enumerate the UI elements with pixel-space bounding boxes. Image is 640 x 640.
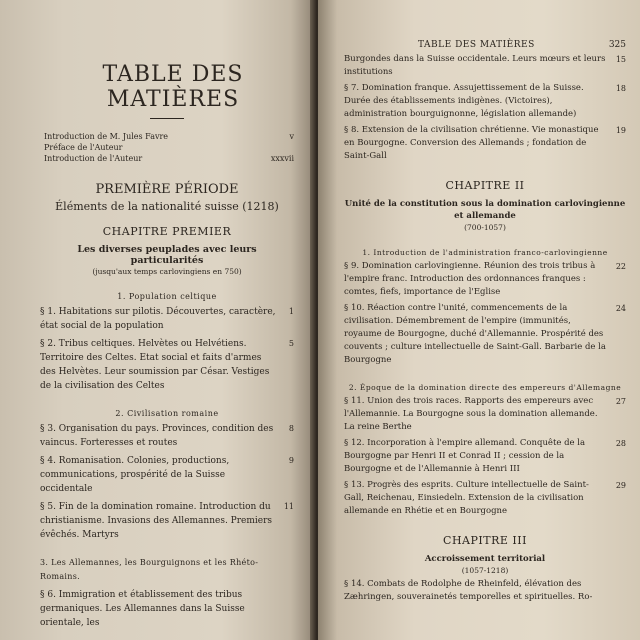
toc-entry-page: 29 <box>615 481 626 490</box>
toc-entry-text: § 10. Réaction contre l'unité, commencements de la civilisation. Démembrement de l'empire (immunités, royaume de Bourgogne, duché d'Allemannie. Prospérité des couvents ; culture intellectuelle de Saint-Gall. Barbarie de la Bourgogne <box>344 303 606 365</box>
toc-entry-text: § 9. Domination carlovingienne. Réunion des trois tribus à l'empire franc. Introduction des ordonnances franques : comtes, fiefs, importance de l'Eglise <box>344 261 596 297</box>
period-subtitle: Éléments de la nationalité suisse (1218) <box>55 200 279 213</box>
toc-entry-page: 11 <box>283 502 294 511</box>
section-heading: 2. Civilisation romaine <box>115 409 219 418</box>
toc-entry-text: § 12. Incorporation à l'empire allemand. Conquête de la Bourgogne par Henri II et Conrad II ; cession de la Bourgogne et de l'Allemannie à Henri III <box>344 438 586 474</box>
front-matter-label: Introduction de l'Auteur <box>44 154 143 163</box>
front-matter-item <box>44 142 294 153</box>
toc-entry-text: § 7. Domination franque. Assujettissement de la Suisse. Durée des établissements indigènes. (Victoires), administration bourguignonne, législation allemande) <box>344 83 584 119</box>
chapter-heading: Accroissement territorial <box>424 554 546 564</box>
toc-entry <box>40 422 294 450</box>
toc-entry <box>344 53 626 79</box>
toc-entry-page: 1 <box>288 307 294 316</box>
section-heading <box>40 556 294 584</box>
toc-entry <box>344 479 626 518</box>
section-heading: 1. Population celtique <box>117 292 217 301</box>
toc-entry-page: 18 <box>615 84 626 93</box>
toc-entry-page: 9 <box>288 456 294 465</box>
toc-entry <box>40 500 294 542</box>
front-matter-item <box>44 153 294 164</box>
front-matter-label: Introduction de M. Jules Favre <box>44 132 169 141</box>
chapter-dates: (jusqu'aux temps carlovingiens en 750) <box>92 267 242 276</box>
running-head-title: TABLE DES MATIÈRES <box>418 40 535 50</box>
toc-entry-page: 27 <box>615 397 626 406</box>
front-matter-page: v <box>289 132 294 141</box>
toc-entry-page: 22 <box>615 262 626 271</box>
chapter-heading: Unité de la constitution sous la domination carlovingienne et allemande <box>344 199 626 221</box>
toc-entry <box>344 82 626 121</box>
toc-entry <box>40 588 294 630</box>
toc-entry <box>344 302 626 367</box>
toc-entry-text: § 14. Combats de Rodolphe de Rheinfeld, élévation des Zæhringen, souverainetés temporelles et spirituelles. Ro- <box>344 579 593 602</box>
section-heading: 2. Époque de la domination directe des empereurs d'Allemagne <box>348 383 622 392</box>
front-matter-label: Préface de l'Auteur <box>44 143 123 152</box>
toc-entry-page <box>614 578 626 604</box>
toc-entry-page: 5 <box>288 339 294 348</box>
toc-entry-text: § 11. Union des trois races. Rapports des empereurs avec l'Allemannie. La Bourgogne sous la domination allemande. La reine Berthe <box>344 396 598 432</box>
toc-entry-text: § 13. Progrès des esprits. Culture intellectuelle de Saint-Gall, Reichenau, Einsiedeln. Extension de la civilisation allemande en Rhétie et en Bourgogne <box>344 480 589 516</box>
toc-entry-text: § 8. Extension de la civilisation chrétienne. Vie monastique en Bourgogne. Conversion des Allemands ; fondation de Saint-Gall <box>344 125 599 161</box>
chapter-title: CHAPITRE PREMIER <box>102 225 232 238</box>
chapter-title: CHAPITRE II <box>445 179 525 192</box>
toc-entry-text: § 5. Fin de la domination romaine. Introduction du christianisme. Invasions des Allemannes. Premiers évêchés. Martyrs <box>40 502 273 540</box>
toc-entry <box>40 454 294 496</box>
page-number: 325 <box>608 40 626 50</box>
right-page <box>318 0 640 640</box>
toc-entry-page: 19 <box>615 126 626 135</box>
toc-entry <box>344 124 626 163</box>
front-matter-page: xxxvii <box>270 154 294 163</box>
toc-entry-text: § 3. Organisation du pays. Provinces, condition des vaincus. Forteresses et routes <box>40 424 274 448</box>
front-matter <box>44 131 294 164</box>
page-title: TABLE DES MATIÈRES <box>102 62 244 112</box>
chapter-heading: Les diverses peuplades avec leurs particularités <box>77 244 257 266</box>
toc-entry <box>40 305 294 333</box>
toc-entry-text: § 2. Tribus celtiques. Helvètes ou Helvétiens. Territoire des Celtes. Etat social et faits d'armes des Helvètes. Leur soumission par César. Vestiges de la civilisation des Celtes <box>40 339 270 391</box>
front-matter-item <box>44 131 294 142</box>
left-page <box>0 0 316 640</box>
toc-entry <box>344 437 626 476</box>
section-heading: 1. Introduction de l'administration franco-carlovingienne <box>362 248 608 257</box>
toc-entry-text: § 4. Romanisation. Colonies, productions, communications, prospérité de la Suisse occidentale <box>40 456 230 494</box>
toc-entry <box>344 578 626 604</box>
toc-entry-text: § 1. Habitations sur pilotis. Découvertes, caractère, état social de la population <box>40 307 276 331</box>
toc-entry <box>344 260 626 299</box>
section-heading-text: 3. Les Allemannes, les Bourguignons et les Rhéto-Romains. <box>40 558 259 581</box>
toc-entry-page <box>282 588 294 630</box>
toc-entry <box>40 337 294 393</box>
toc-entry-text: § 6. Immigration et établissement des tribus germaniques. Les Allemannes dans la Suisse orientale, les <box>40 590 245 628</box>
chapter-dates: (1057-1218) <box>461 566 509 575</box>
toc-entry <box>344 395 626 434</box>
toc-entry-text: Burgondes dans la Suisse occidentale. Leurs mœurs et leurs institutions <box>344 54 606 77</box>
toc-entry-page: 24 <box>615 304 626 313</box>
toc-entry-page: 8 <box>288 424 294 433</box>
running-head <box>344 40 626 50</box>
period-title: PREMIÈRE PÉRIODE <box>95 182 239 197</box>
title-rule <box>150 118 184 119</box>
chapter-dates: (700-1057) <box>464 223 506 232</box>
chapter-title: CHAPITRE III <box>443 534 527 547</box>
toc-entry-page: 15 <box>615 55 626 64</box>
toc-entry-page: 28 <box>615 439 626 448</box>
